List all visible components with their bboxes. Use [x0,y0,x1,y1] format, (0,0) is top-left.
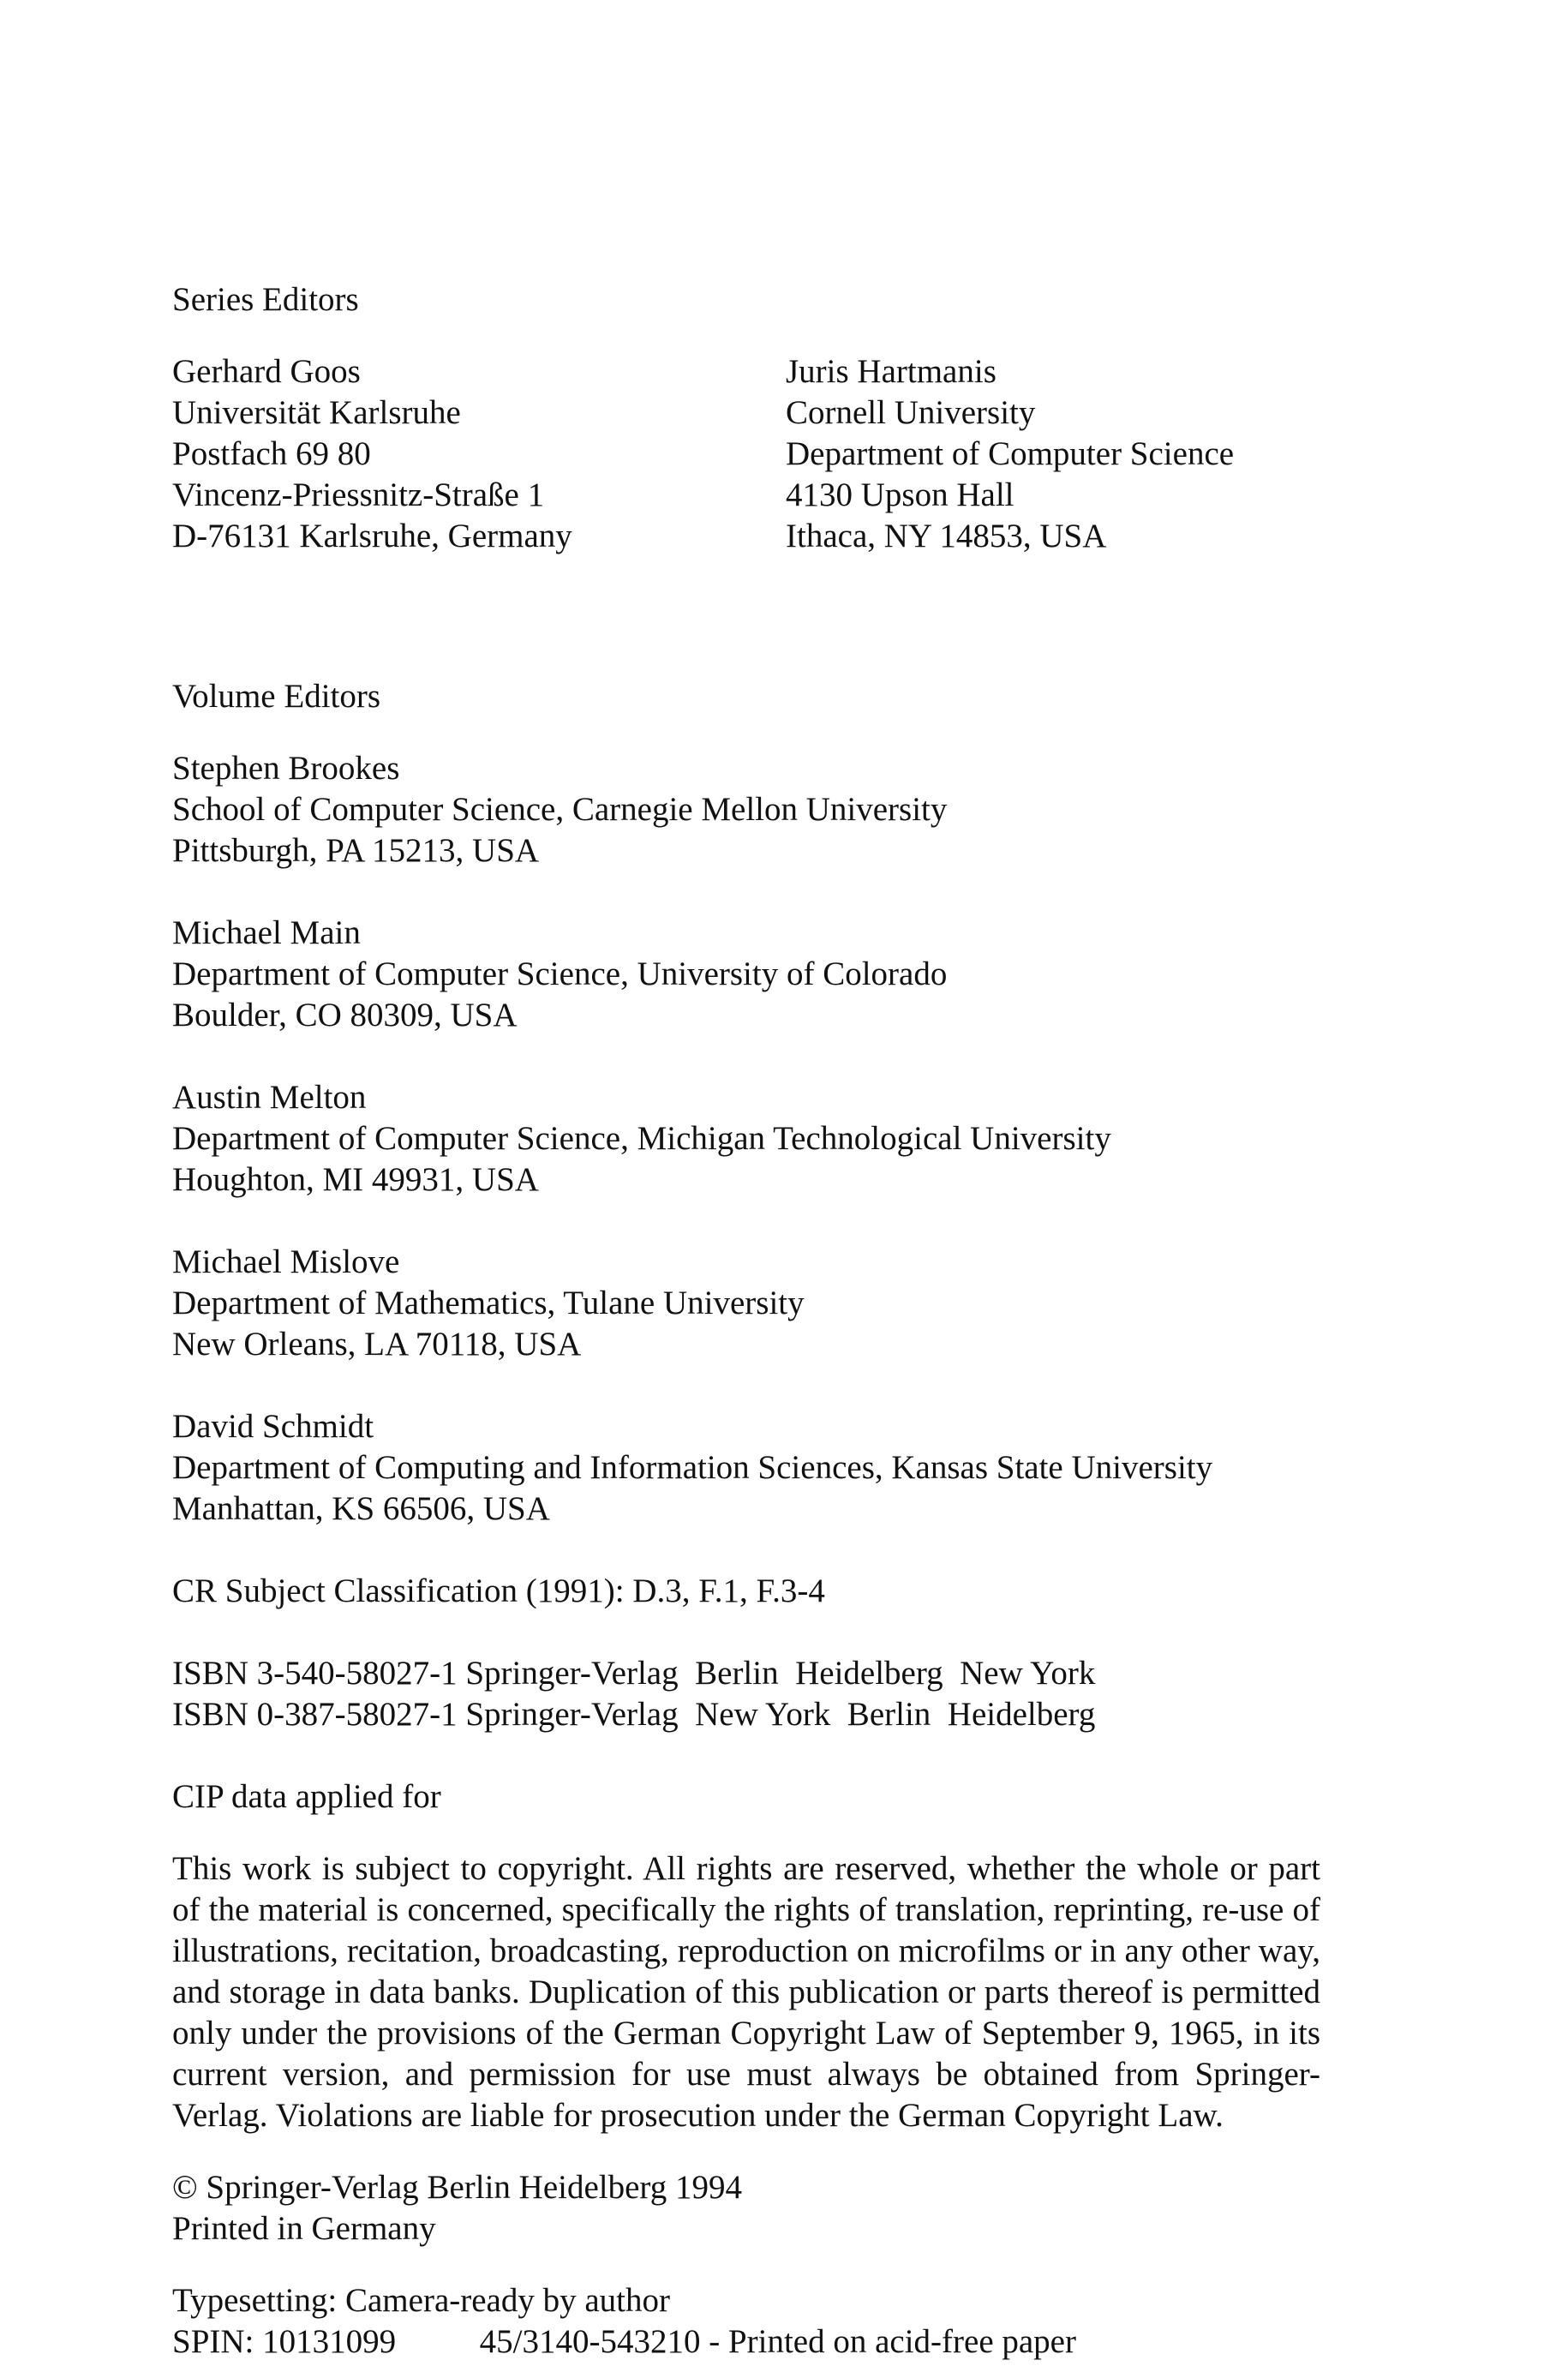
copyright-holder: © Springer-Verlag Berlin Heidelberg 1994 [172,2169,742,2206]
volume-editor-name: Michael Main [172,914,361,951]
series-editor-goos [172,351,572,557]
isbn-line: ISBN 0-387-58027-1 Springer-Verlag New York Berlin Heidelberg [172,1696,1096,1733]
typesetting-note: Typesetting: Camera-ready by author [172,2282,670,2319]
copyright-notice: This work is subject to copyright. All rights are reserved, whether the whole or part of the material is concerned, specifically the rights of translation, reprinting, re-use of illustrations, recitation, broadcasting, reproduction on microfilms or in any other way, and storage in data banks. Duplication of this publication or parts thereof is permitted only under the provisions of the German Copyright Law of September 9, 1965, in its current version, and permission for use must always be obtained from Springer-Verlag. Violations are liable for prosecution under the German Copyright Law. [172,1850,1320,2134]
series-editor-address-line: D-76131 Karlsruhe, Germany [172,518,572,554]
cip-data: CIP data applied for [172,1778,441,1815]
volume-editor-address: Pittsburgh, PA 15213, USA [172,832,540,869]
series-editor-affiliation: Universität Karlsruhe [172,394,461,431]
volume-editor-name: David Schmidt [172,1408,374,1445]
printed-in: Printed in Germany [172,2210,436,2247]
volume-editor-address: New Orleans, LA 70118, USA [172,1326,582,1363]
volume-editor-name: Austin Melton [172,1079,367,1116]
volume-editor-melton [172,1077,1406,1201]
volume-editor-affiliation: School of Computer Science, Carnegie Mellon University [172,791,948,828]
series-editor-address-line: 4130 Upson Hall [786,476,1014,513]
volume-editor-mislove [172,1242,1406,1365]
page-content [172,279,1406,2363]
isbn-line: ISBN 3-540-58027-1 Springer-Verlag Berlin Heidelberg New York [172,1655,1096,1692]
volume-editor-main [172,913,1406,1036]
series-editors-heading: Series Editors [172,281,359,318]
volume-editor-address: Manhattan, KS 66506, USA [172,1490,550,1527]
volume-editor-address: Houghton, MI 49931, USA [172,1161,539,1198]
volume-editor-schmidt [172,1406,1406,1530]
volume-editor-affiliation: Department of Computer Science, Michigan Technological University [172,1120,1111,1157]
volume-editor-affiliation: Department of Computing and Information Sciences, Kansas State University [172,1449,1213,1486]
series-editor-department: Department of Computer Science [786,435,1235,472]
series-editors-block [172,351,1406,557]
series-editor-affiliation: Cornell University [786,394,1036,431]
isbn-block [172,1653,1406,1735]
series-editor-name: Gerhard Goos [172,353,361,390]
volume-editors-heading: Volume Editors [172,678,381,715]
volume-editor-name: Michael Mislove [172,1243,400,1280]
series-editor-address-line: Vincenz-Priessnitz-Straße 1 [172,476,545,513]
subject-classification: CR Subject Classification (1991): D.3, F.1, F.3-4 [172,1572,825,1609]
volume-editor-brookes [172,748,1406,872]
copyright-holder-block [172,2167,1406,2249]
volume-editor-affiliation: Department of Computer Science, University of Colorado [172,955,948,992]
series-editor-address-line: Ithaca, NY 14853, USA [786,518,1107,554]
volume-editor-affiliation: Department of Mathematics, Tulane University [172,1285,805,1321]
series-editor-name: Juris Hartmanis [786,353,996,390]
volume-editor-address: Boulder, CO 80309, USA [172,997,518,1033]
series-editor-hartmanis [786,351,1234,557]
spin-line: SPIN: 10131099 45/3140-543210 - Printed on acid-free paper [172,2323,1076,2360]
volume-editor-name: Stephen Brookes [172,750,400,787]
series-editor-address-line: Postfach 69 80 [172,435,371,472]
typesetting-block [172,2280,1406,2363]
